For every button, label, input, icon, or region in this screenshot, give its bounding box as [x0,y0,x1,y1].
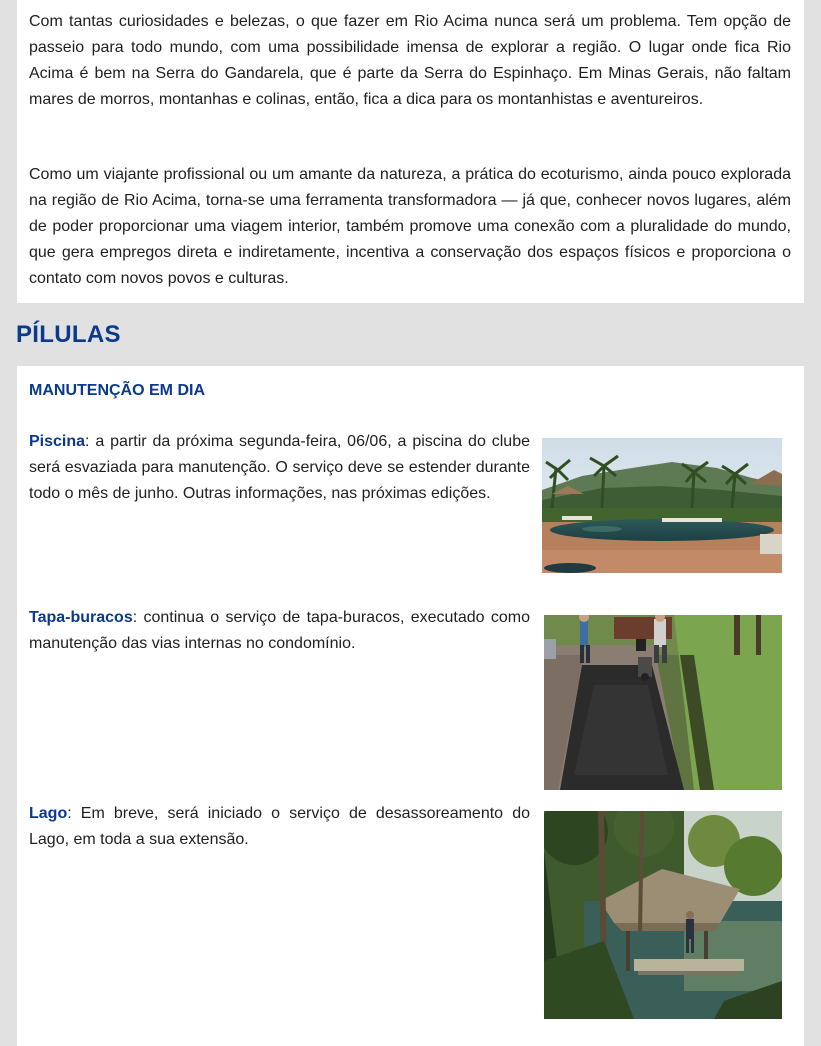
pill-item-lake [29,801,530,853]
pills-subtitle: MANUTENÇÃO EM DIA [29,382,205,399]
section-title: PÍLULAS [16,321,121,348]
pill-item-text: : a partir da próxima segunda-feira, 06/06, a piscina do clube será esvaziada para manutenção. O serviço deve se estender durante todo o mês de junho. Outras informações, nas próximas edições. [29,433,530,502]
pill-item-label: Tapa-buracos [29,609,133,626]
pill-item-text: : Em breve, será iniciado o serviço de desassoreamento do Lago, em toda a sua extensão. [29,805,530,848]
potholes-photo [544,615,782,790]
pill-item-pool [29,429,530,507]
pill-item-label: Piscina [29,433,86,450]
pill-item-label: Lago [29,805,68,822]
intro-paragraph-1: Com tantas curiosidades e belezas, o que fazer em Rio Acima nunca será um problema. Tem opção de passeio para todo mundo, com uma possibilidade imensa de explorar a região. O lugar onde fica Rio Acima é bem na Serra do Gandarela, que é parte da Serra do Espinhaço. Em Minas Gerais, não faltam mares de morros, montanhas e colinas, então, fica a dica para os montanhistas e aventureiros. [29,13,791,108]
intro-paragraph-2: Como um viajante profissional ou um amante da natureza, a prática do ecoturismo, ainda pouco explorada na região de Rio Acima, torna-se uma ferramenta transformadora — já que, conhecer novos lugares, além de poder proporcionar uma viagem interior, também promove uma conexão com a pluralidade do mundo, que gera empregos direta e indiretamente, incentiva a conservação dos espaços físicos e proporciona o contato com novos povos e culturas. [29,166,791,287]
intro-card [17,0,804,303]
pool-photo [542,438,782,573]
pill-item-text: : continua o serviço de tapa-buracos, executado como manutenção das vias internas no condomínio. [29,609,530,652]
pill-item-potholes [29,605,530,657]
lake-photo [544,811,782,1019]
pills-card [17,366,804,1046]
